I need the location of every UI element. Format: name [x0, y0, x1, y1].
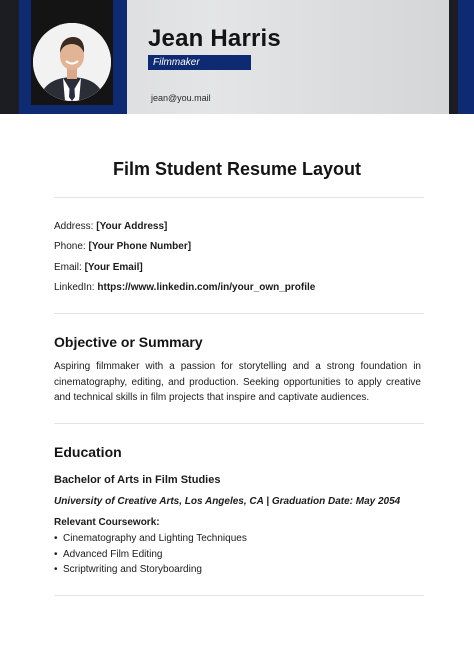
contact-label: Address: [54, 221, 94, 232]
coursework-list [54, 531, 247, 578]
objective-heading: Objective or Summary [54, 334, 203, 350]
list-item [54, 547, 247, 563]
divider [54, 595, 424, 596]
list-item [54, 562, 247, 578]
divider [54, 423, 424, 424]
divider [54, 313, 424, 314]
contact-email [54, 261, 143, 274]
contact-value: [Your Address] [96, 221, 168, 232]
contact-label: LinkedIn: [54, 282, 95, 293]
bullet-icon: • [54, 548, 58, 560]
contact-phone [54, 240, 191, 253]
coursework-item: Scriptwriting and Storyboarding [63, 564, 202, 576]
bullet-icon: • [54, 533, 58, 544]
coursework-label: Relevant Coursework: [54, 517, 160, 528]
contact-label: Email: [54, 262, 82, 273]
objective-text: Aspiring filmmaker with a passion for storytelling and a strong foundation in cinematography, editing, and production. Seeking opportunities to apply creative and technical skills in film projects that inspire and captivate audiences. [54, 361, 421, 404]
profile-photo-icon [33, 23, 111, 101]
document-title: Film Student Resume Layout [112, 159, 362, 179]
coursework-item: Cinematography and Lighting Techniques [63, 533, 247, 544]
header-email: jean@you.mail [151, 93, 211, 103]
contact-value: [Your Email] [84, 262, 143, 273]
list-item [54, 531, 247, 547]
header-left-accent [0, 0, 19, 114]
linkedin-link[interactable]: https://www.linkedin.com/in/your_own_profile [97, 282, 316, 293]
contact-label: Phone: [54, 241, 86, 252]
school-line: University of Creative Arts, Los Angeles, CA | Graduation Date: May 2054 [54, 496, 401, 507]
resume-header [0, 0, 474, 114]
contact-linkedin [54, 281, 315, 294]
coursework-item: Advanced Film Editing [63, 548, 163, 560]
degree-title: Bachelor of Arts in Film Studies [54, 474, 221, 486]
bullet-icon: • [54, 564, 58, 576]
role-label: Filmmaker [153, 57, 200, 68]
avatar [33, 23, 111, 101]
candidate-name: Jean Harris [148, 25, 281, 52]
contact-value: [Your Phone Number] [88, 241, 192, 252]
contact-address [54, 220, 167, 233]
education-heading: Education [54, 444, 122, 460]
divider [54, 197, 424, 198]
header-right-edge [458, 0, 474, 114]
header-right-accent [449, 0, 458, 114]
